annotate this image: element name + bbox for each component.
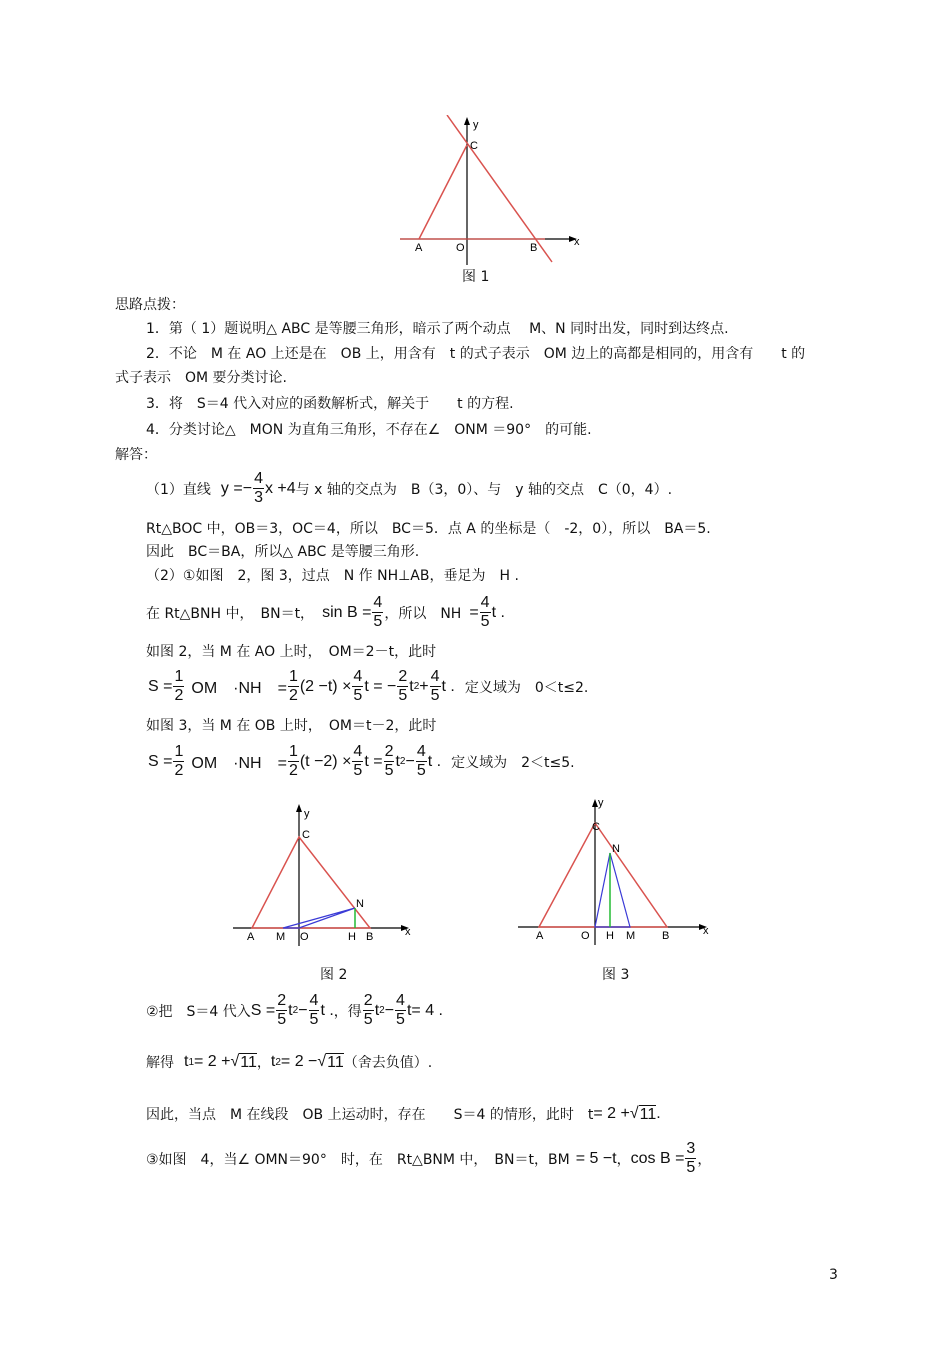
roots-line: 解得 t 1 = 2 + √ 11 ， t 2 = 2 − √ 11 （舍去负值）. bbox=[146, 1053, 433, 1071]
solution-heading: 解答： bbox=[115, 447, 157, 463]
label-M: M bbox=[276, 931, 286, 943]
hint-2b: 式子表示 OM 要分类讨论. bbox=[115, 370, 287, 386]
fraction-4-3: $\frac{4}{3}$ bbox=[254, 470, 263, 506]
label-C: C bbox=[470, 140, 478, 152]
hints-heading: 思路点拨： bbox=[115, 297, 185, 313]
label-H: H bbox=[348, 931, 356, 943]
equation-2: S = $\frac{1}{2}$ OM ·NH = $\frac{1}{2}$ (t −2) × $\frac{4}{5}$ t = $\frac{2}{5}$ t 2 − $\frac{4}{5}$ t . 定义域为 2＜t≤5. bbox=[148, 743, 575, 779]
label-O: O bbox=[300, 931, 309, 943]
solution-line-2: Rt△BOC 中，OB＝3，OC＝4，所以 BC＝5．点 A 的坐标是（ -2，0），所以 BA＝5. bbox=[146, 521, 711, 537]
label-C: C bbox=[592, 821, 600, 833]
label-A: A bbox=[415, 242, 423, 254]
y-arrow bbox=[296, 804, 302, 812]
solution-line-3: 因此 BC＝BA，所以△ ABC 是等腰三角形. bbox=[146, 544, 420, 560]
solution-line-7: 如图 3，当 M 在 OB 上时， OM＝t－2，此时 bbox=[146, 718, 437, 734]
hint-2a: 2．不论 M 在 AO 上还是在 OB 上，用含有 t 的式子表示 OM 边上的高都是相同的，用含有 t 的 bbox=[146, 346, 806, 362]
figure-1 bbox=[395, 115, 595, 270]
label-N: N bbox=[612, 843, 620, 855]
label-A: A bbox=[247, 931, 255, 943]
solution-line-6: 如图 2，当 M 在 AO 上时， OM＝2－t，此时 bbox=[146, 644, 437, 660]
label-A: A bbox=[536, 930, 544, 942]
label-C: C bbox=[302, 829, 310, 841]
label-H: H bbox=[606, 930, 614, 942]
triangle-ABC bbox=[539, 823, 667, 927]
label-O: O bbox=[581, 930, 590, 942]
conclusion-line: 因此，当点 M 在线段 OB 上运动时，存在 S＝4 的情形，此时 t = 2 + √ 11 . bbox=[146, 1105, 661, 1123]
triangle-ABC bbox=[252, 837, 370, 928]
figure-1-caption: 图 1 bbox=[462, 269, 490, 285]
p5-sin: sin B = bbox=[322, 603, 372, 621]
p1-pre: （1）直线 bbox=[146, 481, 211, 498]
p5-mid: ，所以 NH bbox=[384, 605, 462, 622]
fraction-4-5b: $\frac{4}{5}$ bbox=[480, 594, 490, 630]
label-N: N bbox=[356, 898, 364, 910]
label-x: x bbox=[405, 926, 411, 938]
p1-x: x +4 bbox=[264, 479, 296, 497]
hint-4: 4．分类讨论△ MON 为直角三角形，不存在∠ ONM ＝90° 的可能. bbox=[146, 422, 592, 438]
figure-2-caption: 图 2 bbox=[320, 967, 348, 983]
label-y: y bbox=[598, 797, 604, 809]
solution-line-5 bbox=[146, 594, 505, 631]
fraction-4-5: $\frac{4}{5}$ bbox=[373, 594, 383, 630]
label-x: x bbox=[574, 236, 580, 248]
substitution-line: ②把 S＝4 代入 S = $\frac{2}{5}$ t 2 − $\frac{4}{5}$ t . ，得 $\frac{2}{5}$ t 2 − $\frac{4}{5}$ t = 4 . bbox=[146, 992, 443, 1028]
page-number: 3 bbox=[829, 1267, 838, 1283]
y-arrow bbox=[464, 117, 470, 125]
hint-1: 1．第（ 1）题说明△ ABC 是等腰三角形，暗示了两个动点 M、N 同时出发，同时到达终点. bbox=[146, 321, 729, 337]
label-B: B bbox=[530, 242, 538, 254]
equation-1: S = $\frac{1}{2}$ OM ·NH = $\frac{1}{2}$ (2 −t) × $\frac{4}{5}$ t = − $\frac{2}{5}$ t 2 + $\frac{4}{5}$ t . 定义域为 0＜t≤2. bbox=[148, 668, 589, 704]
label-M: M bbox=[626, 930, 636, 942]
solution-line-1 bbox=[146, 470, 672, 507]
figure-2 bbox=[228, 800, 418, 950]
label-B: B bbox=[662, 930, 670, 942]
solution-line-4: （2）①如图 2，图 3，过点 N 作 NH⊥AB，垂足为 H . bbox=[146, 568, 519, 584]
triangle-MON bbox=[283, 908, 355, 928]
segment-AC bbox=[419, 145, 467, 239]
p1-post: 与 x 轴的交点为 B（3，0）、与 y 轴的交点 C（0，4）. bbox=[295, 481, 673, 498]
p5-eq: = bbox=[469, 603, 479, 621]
p1-y: y =− bbox=[220, 479, 253, 497]
label-y: y bbox=[304, 808, 310, 820]
label-O: O bbox=[456, 242, 465, 254]
hint-3: 3．将 S＝4 代入对应的函数解析式，解关于 t 的方程. bbox=[146, 396, 514, 412]
label-x: x bbox=[703, 925, 709, 937]
line-BC bbox=[447, 115, 552, 262]
figure-3 bbox=[515, 793, 715, 948]
figure-3-caption: 图 3 bbox=[602, 967, 630, 983]
p5-pre: 在 Rt△BNH 中， BN＝t， bbox=[146, 605, 315, 622]
triangle-MON bbox=[595, 853, 630, 927]
p5-t: t . bbox=[491, 603, 505, 621]
label-y: y bbox=[473, 119, 479, 131]
case-3-line: ③如图 4，当∠ OMN＝90° 时，在 Rt△BNM 中， BN＝t，BM = 5 −t ， cos B = $\frac{3}{5}$ ， bbox=[146, 1140, 712, 1176]
label-B: B bbox=[366, 931, 374, 943]
